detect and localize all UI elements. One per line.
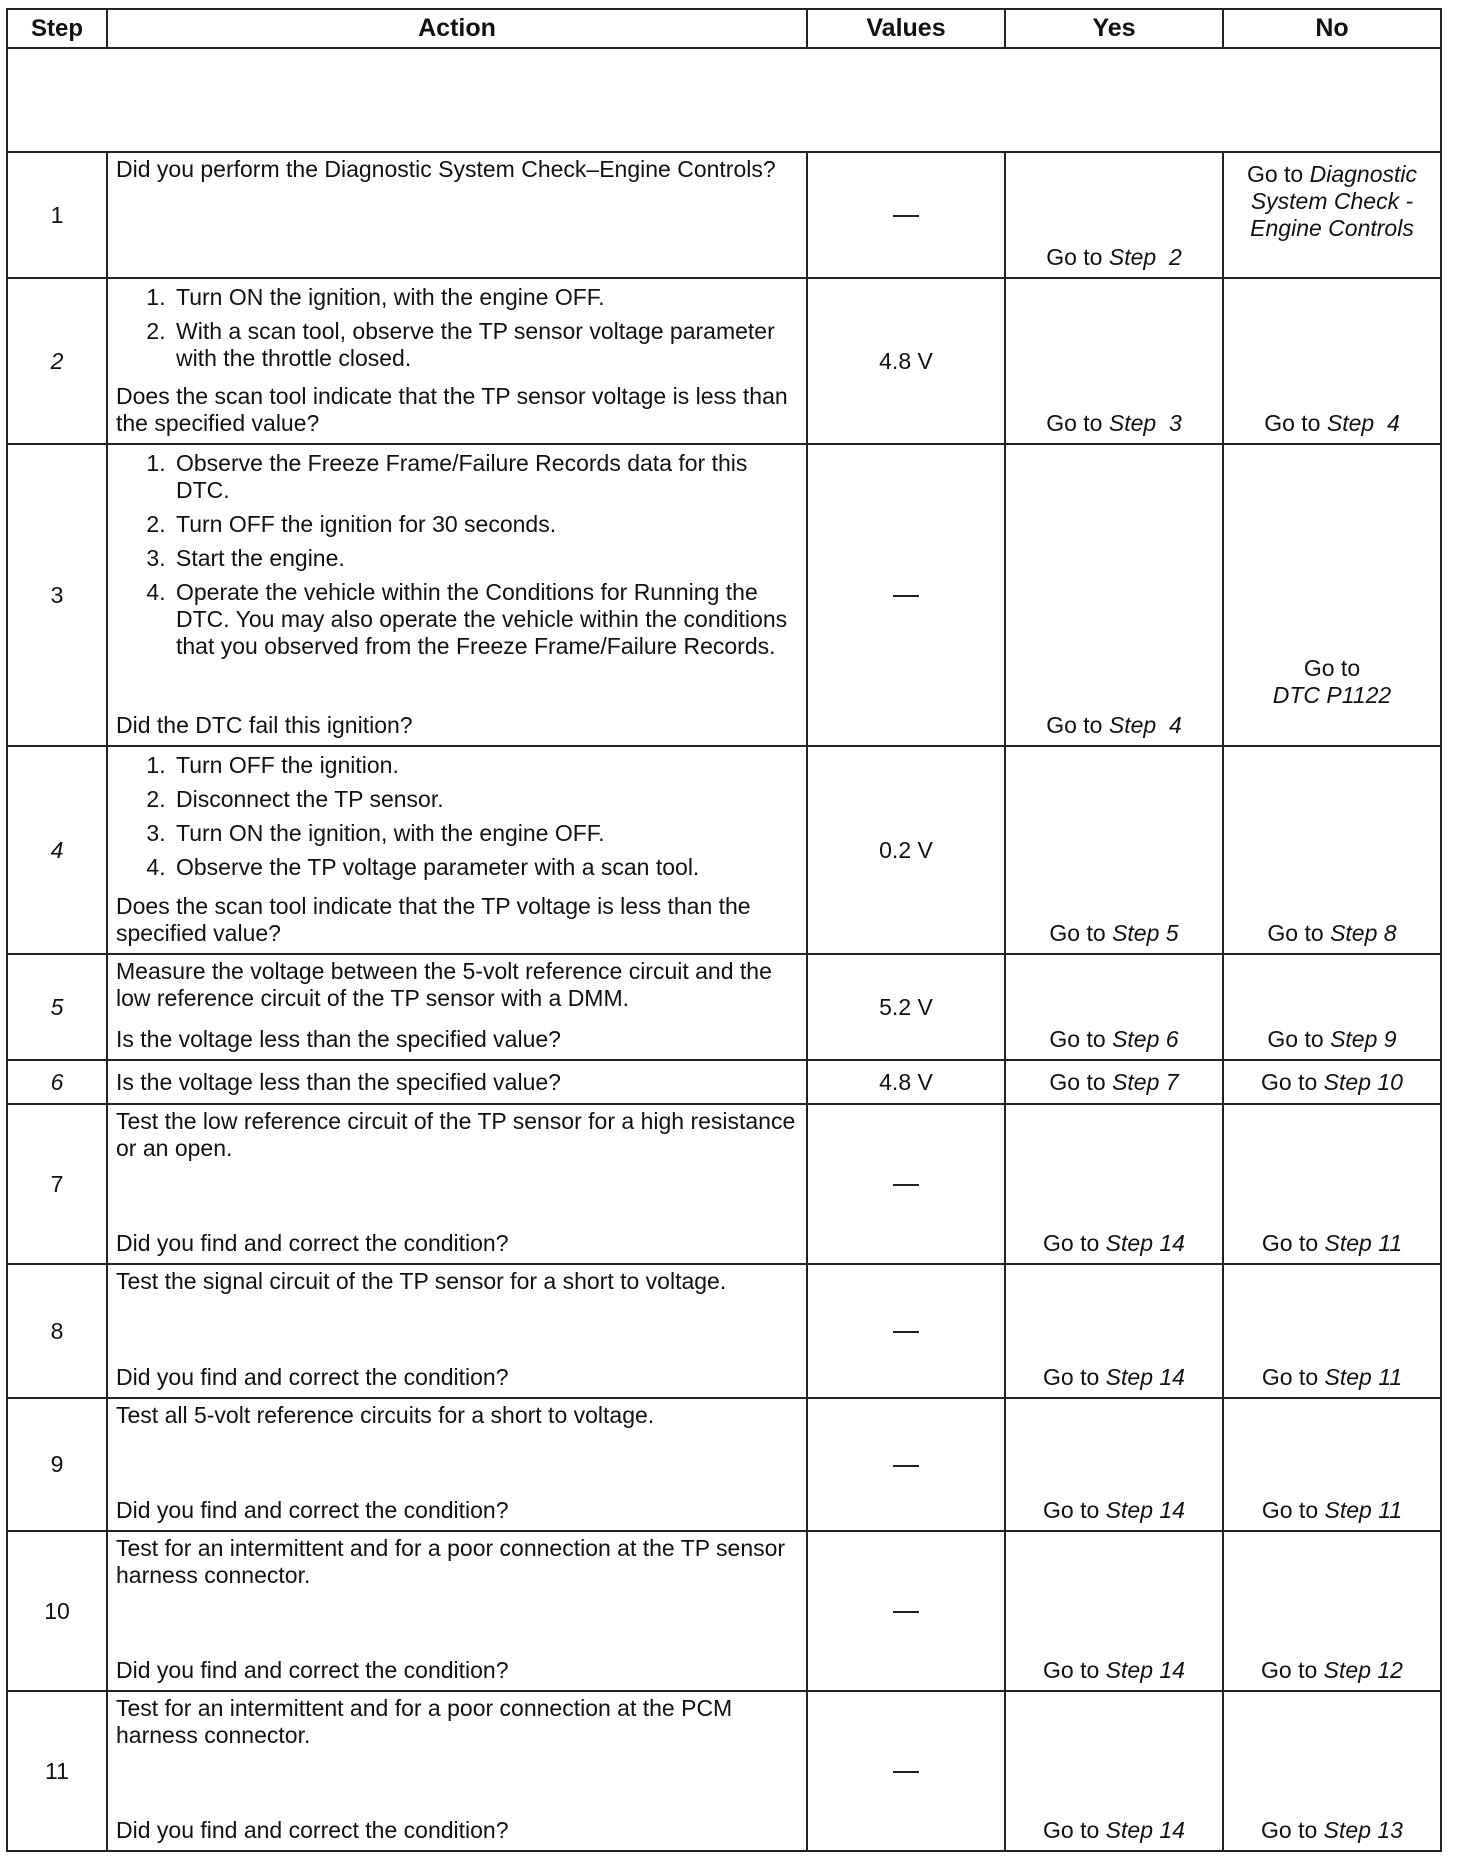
action-cell — [107, 954, 807, 1060]
action-cell — [107, 746, 807, 954]
yes-cell: Go to Step 7 — [1005, 1060, 1223, 1104]
list-item: 2. Turn OFF the ignition for 30 seconds. — [172, 511, 798, 538]
action-intro: Test all 5-volt reference circuits for a short to voltage. — [116, 1402, 655, 1428]
action-question: Is the voltage less than the specified value? — [116, 1068, 561, 1095]
table-row — [7, 954, 1441, 1060]
step-number: 5 — [7, 954, 107, 1060]
action-list — [116, 284, 798, 379]
action-intro: Test for an intermittent and for a poor connection at the TP sensor harness connector. — [116, 1535, 786, 1588]
value-cell — [807, 1104, 1005, 1264]
list-item: 3. Turn ON the ignition, with the engine OFF. — [172, 820, 798, 847]
yes-cell: Go to Step 14 — [1005, 1264, 1223, 1398]
yes-step: 7 — [1165, 1068, 1179, 1095]
no-step: 10 — [1377, 1068, 1403, 1095]
action-cell — [107, 278, 807, 444]
value-cell: 0.2 V — [807, 746, 1005, 954]
dash-mark — [893, 1771, 919, 1773]
action-question: Did you find and correct the condition? — [116, 1364, 509, 1390]
action-question: Does the scan tool indicate that the TP voltage is less than the specified value? — [116, 893, 751, 946]
blank-row — [7, 48, 1441, 152]
dash-mark — [893, 1331, 919, 1333]
no-step: 4 — [1386, 410, 1400, 436]
action-cell — [107, 1264, 807, 1398]
value-cell — [807, 1398, 1005, 1531]
list-item: 4. Observe the TP voltage parameter with a scan tool. — [172, 854, 798, 881]
step-number: 10 — [7, 1531, 107, 1691]
value-cell: 4.8 V — [807, 1060, 1005, 1104]
no-step: 12 — [1377, 1657, 1403, 1683]
yes-cell: Go to Step 3 — [1005, 278, 1223, 444]
value-cell — [807, 152, 1005, 278]
action-cell — [107, 1531, 807, 1691]
step-number: 8 — [7, 1264, 107, 1398]
yes-cell: Go to Step 14 — [1005, 1531, 1223, 1691]
dash-mark — [893, 595, 919, 597]
action-intro: Test the signal circuit of the TP sensor for a short to voltage. — [116, 1268, 727, 1294]
table-row — [7, 1060, 1441, 1104]
action-question: Did you find and correct the condition? — [116, 1497, 509, 1523]
value-cell — [807, 1264, 1005, 1398]
no-target-line1: Diagnostic — [1309, 161, 1418, 187]
no-cell: Go to Step 12 — [1223, 1531, 1441, 1691]
step-number: 9 — [7, 1398, 107, 1531]
yes-step: 3 — [1168, 410, 1182, 436]
no-step: 11 — [1378, 1364, 1403, 1390]
value-cell — [807, 444, 1005, 746]
action-question: Does the scan tool indicate that the TP sensor voltage is less than the specified value? — [116, 383, 788, 436]
no-target-line2: System Check - — [1250, 188, 1414, 214]
value-cell — [807, 1691, 1005, 1851]
no-step: 11 — [1378, 1497, 1403, 1523]
action-cell — [107, 444, 807, 746]
action-cell — [107, 152, 807, 278]
action-cell — [107, 1691, 807, 1851]
action-question: Did the DTC fail this ignition? — [116, 712, 413, 738]
yes-cell: Go to Step 4 — [1005, 444, 1223, 746]
list-item: 2. With a scan tool, observe the TP sensor voltage parameter with the throttle closed. — [172, 318, 798, 372]
value-cell: 5.2 V — [807, 954, 1005, 1060]
list-item: 1. Observe the Freeze Frame/Failure Records data for this DTC. — [172, 450, 798, 504]
yes-step: 6 — [1165, 1026, 1179, 1052]
header-row — [7, 9, 1441, 48]
no-step: 11 — [1378, 1230, 1403, 1256]
table-row — [7, 278, 1441, 444]
diagnostic-table — [6, 8, 1442, 1852]
step-number: 2 — [7, 278, 107, 444]
header-values: Values — [807, 9, 1005, 48]
no-cell: Go to Step 11 — [1223, 1264, 1441, 1398]
no-cell: Go to Step 4 — [1223, 278, 1441, 444]
table-row — [7, 1691, 1441, 1851]
no-dtc: DTC P1122 — [1272, 682, 1392, 708]
yes-step: 14 — [1159, 1230, 1185, 1256]
action-list — [116, 752, 798, 888]
yes-step: 14 — [1159, 1657, 1185, 1683]
header-step: Step — [7, 9, 107, 48]
no-cell: Go to Diagnostic System Check - Engine Controls — [1223, 152, 1441, 278]
no-step: 9 — [1383, 1026, 1397, 1052]
list-item: 3. Start the engine. — [172, 545, 798, 572]
action-question: Is the voltage less than the specified value? — [116, 1026, 561, 1052]
table-row — [7, 444, 1441, 746]
table-row — [7, 1104, 1441, 1264]
table-row — [7, 1398, 1441, 1531]
dash-mark — [893, 1611, 919, 1613]
no-cell: Go to Step 11 — [1223, 1104, 1441, 1264]
action-intro: Test the low reference circuit of the TP sensor for a high resistance or an open. — [116, 1108, 796, 1161]
value-cell: 4.8 V — [807, 278, 1005, 444]
yes-cell: Go to Step 6 — [1005, 954, 1223, 1060]
no-cell: Go to Step 8 — [1223, 746, 1441, 954]
action-intro: Test for an intermittent and for a poor connection at the PCM harness connector. — [116, 1695, 733, 1748]
yes-cell: Go to Step 2 — [1005, 152, 1223, 278]
yes-cell: Go to Step 14 — [1005, 1104, 1223, 1264]
no-cell: Go to DTC P1122 — [1223, 444, 1441, 746]
no-cell: Go to Step 13 — [1223, 1691, 1441, 1851]
dash-mark — [893, 1184, 919, 1186]
action-cell — [107, 1398, 807, 1531]
action-intro: Measure the voltage between the 5-volt reference circuit and the low reference circuit of the TP sensor with a DMM. — [116, 958, 772, 1011]
table-row — [7, 1531, 1441, 1691]
no-target-line3: Engine Controls — [1250, 215, 1414, 241]
no-step: 8 — [1383, 920, 1397, 946]
no-cell: Go to Step 9 — [1223, 954, 1441, 1060]
no-step: 13 — [1377, 1817, 1403, 1843]
no-cell: Go to Step 11 — [1223, 1398, 1441, 1531]
yes-step: 14 — [1159, 1364, 1185, 1390]
yes-cell: Go to Step 14 — [1005, 1398, 1223, 1531]
table-row — [7, 746, 1441, 954]
value-cell — [807, 1531, 1005, 1691]
header-yes: Yes — [1005, 9, 1223, 48]
yes-cell: Go to Step 14 — [1005, 1691, 1223, 1851]
list-item: 4. Operate the vehicle within the Conditions for Running the DTC. You may also operate the vehicle within the conditions that you observed from the Freeze Frame/Failure Records. — [172, 579, 798, 660]
yes-step: 14 — [1159, 1497, 1185, 1523]
step-number: 7 — [7, 1104, 107, 1264]
action-list — [116, 450, 798, 667]
yes-step: 4 — [1168, 712, 1182, 738]
step-number: 4 — [7, 746, 107, 954]
action-cell — [107, 1060, 807, 1104]
header-action: Action — [107, 9, 807, 48]
action-question: Did you find and correct the condition? — [116, 1817, 509, 1843]
list-item: 1. Turn ON the ignition, with the engine OFF. — [172, 284, 798, 311]
step-number: 1 — [7, 152, 107, 278]
table-row — [7, 152, 1441, 278]
step-number: 3 — [7, 444, 107, 746]
list-item: 2. Disconnect the TP sensor. — [172, 786, 798, 813]
action-question: Did you find and correct the condition? — [116, 1657, 509, 1683]
header-no: No — [1223, 9, 1441, 48]
table-row — [7, 1264, 1441, 1398]
yes-step: 2 — [1168, 244, 1182, 270]
step-number: 11 — [7, 1691, 107, 1851]
yes-step: 14 — [1159, 1817, 1185, 1843]
yes-step: 5 — [1165, 920, 1179, 946]
no-cell: Go to Step 10 — [1223, 1060, 1441, 1104]
step-number: 6 — [7, 1060, 107, 1104]
action-question: Did you find and correct the condition? — [116, 1230, 509, 1256]
dash-mark — [893, 215, 919, 217]
yes-cell: Go to Step 5 — [1005, 746, 1223, 954]
list-item: 1. Turn OFF the ignition. — [172, 752, 798, 779]
dash-mark — [893, 1465, 919, 1467]
action-intro: Did you perform the Diagnostic System Check–Engine Controls? — [116, 156, 776, 182]
action-cell — [107, 1104, 807, 1264]
